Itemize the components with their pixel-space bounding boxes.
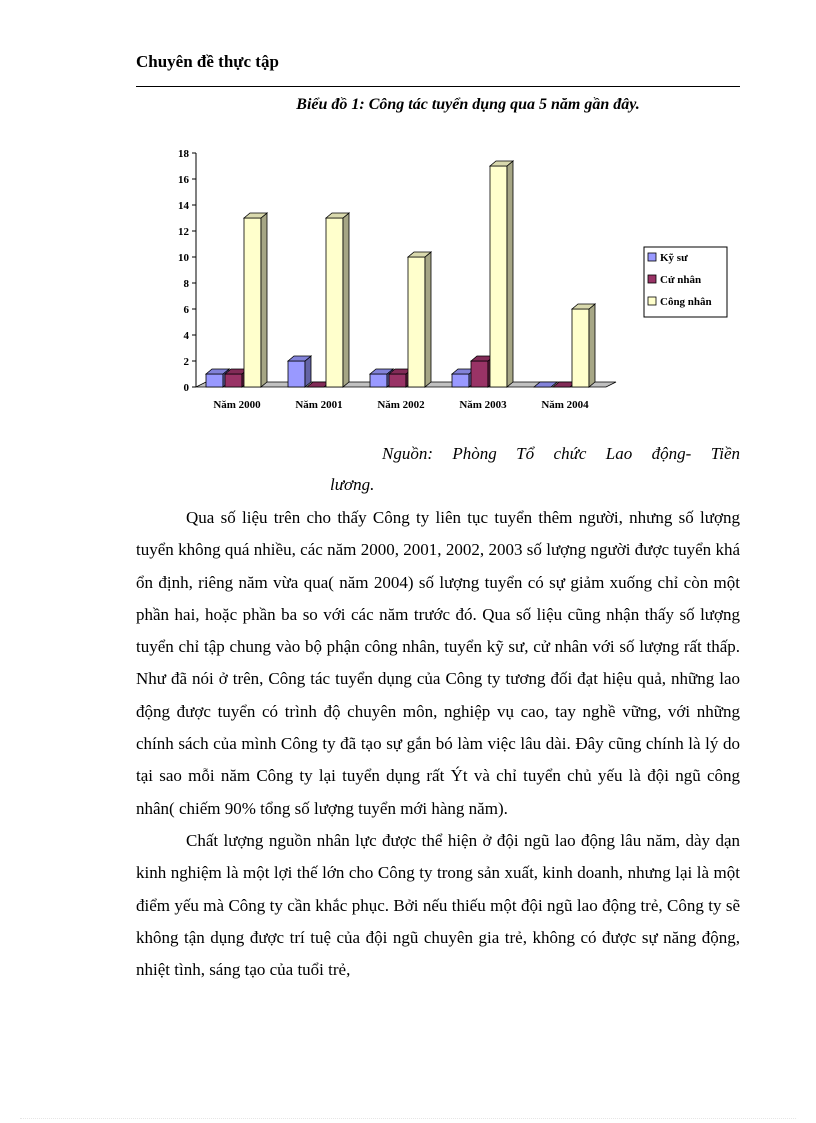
legend-label: Kỹ sư <box>660 252 688 264</box>
bar-side <box>425 252 431 387</box>
header-divider <box>136 86 740 87</box>
bar-kỹ-sư <box>206 374 223 387</box>
source-note <box>330 438 740 500</box>
paragraph: Qua số liệu trên cho thấy Công ty liên tục tuyển thêm người, nhưng số lượng tuyển không quá nhiều, các năm 2000, 2001, 2002, 2003 số lượng người được tuyển khá ổn định, riêng năm vừa qua( năm 2004) số lượng tuyển có sự giảm xuống chỉ còn một phần hai, hoặc phần ba so với các năm trước đó. Qua số liệu cũng nhận thấy số lượng tuyển chỉ tập chung vào bộ phận công nhân, tuyển kỹ sư, cử nhân với số lượng rất thấp. Như đã nói ở trên, Công tác tuyển dụng của Công ty tương đối đạt hiệu quả, những lao động được tuyển có trình độ chuyên môn, nghiệp vụ cao, tay nghề vững, với những chính sách của mình Công ty đã tạo sự gắn bó làm việc lâu dài. Đây cũng chính là lý do tại sao mỗi năm Công ty lại tuyển dụng rất Ýt và chỉ tuyển chủ yếu là đội ngũ công nhân( chiếm 90% tổng số lượng tuyển mới hàng năm). <box>136 508 740 818</box>
page-footer-divider <box>20 1118 796 1119</box>
legend-swatch <box>648 297 656 305</box>
legend-label: Cử nhân <box>660 274 702 286</box>
x-tick-label: Năm 2001 <box>295 399 343 411</box>
page-header-title: Chuyên đề thực tập <box>136 52 279 71</box>
bar-cử-nhân <box>471 361 488 387</box>
bar-side <box>343 213 349 387</box>
legend-swatch <box>648 275 656 283</box>
x-tick-label: Năm 2004 <box>541 399 589 411</box>
y-tick-label: 0 <box>183 382 189 394</box>
source-line-2: lương. <box>330 475 375 494</box>
y-tick-label: 6 <box>183 304 189 316</box>
bar-công-nhân <box>326 218 343 387</box>
legend-label: Công nhân <box>660 296 712 308</box>
bar-công-nhân <box>490 166 507 387</box>
y-tick-label: 10 <box>178 252 189 264</box>
paragraph: Chất lượng nguồn nhân lực được thể hiện ở đội ngũ lao động lâu năm, dày dạn kinh nghiệm là một lợi thế lớn cho Công ty trong sản xuất, kinh doanh, nhưng lại là một điểm yếu mà Công ty cần khắc phục. Bởi nếu thiếu một đội ngũ lao động trẻ, Công ty sẽ không tận dụng được trí tuệ của đội ngũ chuyên gia trẻ, không có được sự năng động, nhiệt tình, sáng tạo của tuổi trẻ, <box>136 830 740 980</box>
y-tick-label: 16 <box>178 174 189 186</box>
y-tick-label: 8 <box>183 278 189 290</box>
y-tick-label: 18 <box>178 148 189 160</box>
bar-chart <box>160 140 740 420</box>
legend-swatch <box>648 253 656 261</box>
bar-kỹ-sư <box>370 374 387 387</box>
y-tick-label: 14 <box>178 200 189 212</box>
x-tick-label: Năm 2002 <box>377 399 425 411</box>
bar-side <box>261 213 267 387</box>
y-tick-label: 12 <box>178 226 189 238</box>
bar-cử-nhân <box>225 374 242 387</box>
x-tick-label: Năm 2003 <box>459 399 507 411</box>
x-tick-label: Năm 2000 <box>213 399 261 411</box>
y-tick-label: 4 <box>183 330 189 342</box>
bar-kỹ-sư <box>452 374 469 387</box>
source-line-1: Nguồn: Phòng Tổ chức Lao động- Tiền <box>382 444 740 463</box>
bar-công-nhân <box>572 309 589 387</box>
bar-công-nhân <box>408 257 425 387</box>
bar-side <box>507 161 513 387</box>
bar-side <box>589 304 595 387</box>
y-tick-label: 2 <box>183 356 189 368</box>
chart-caption: Biểu đồ 1: Công tác tuyển dụng qua 5 năm gần đây. <box>296 96 640 113</box>
bar-kỹ-sư <box>288 361 305 387</box>
body-text <box>136 502 740 986</box>
bar-công-nhân <box>244 218 261 387</box>
bar-cử-nhân <box>389 374 406 387</box>
